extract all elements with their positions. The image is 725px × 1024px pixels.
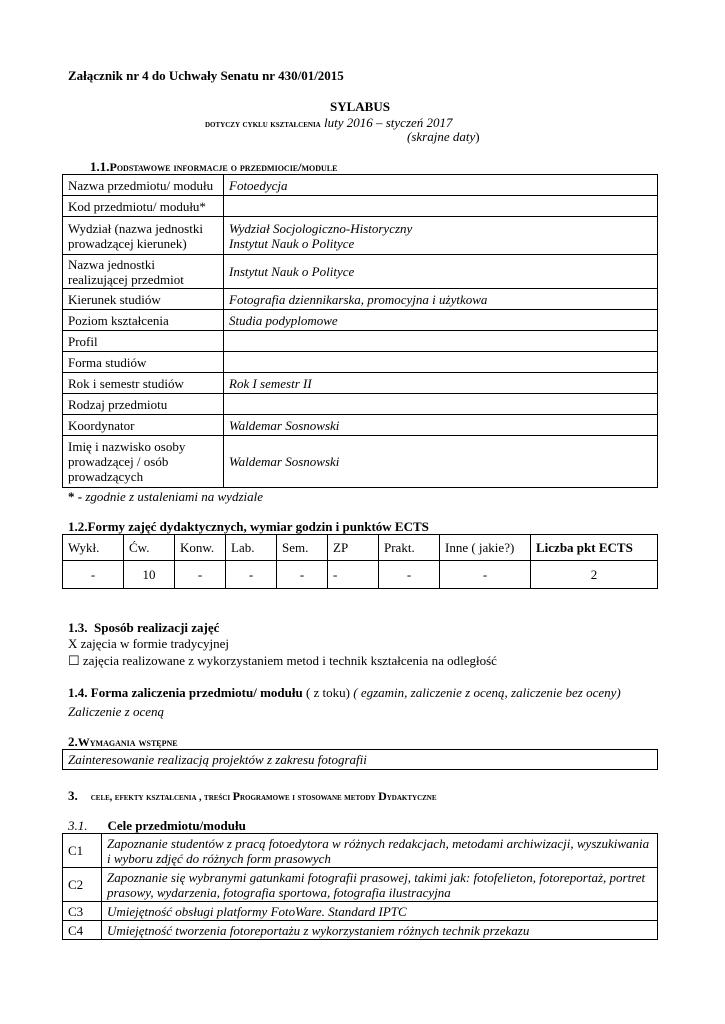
section-3-number: 3.: [68, 788, 78, 803]
table-row: [63, 352, 658, 373]
section-3-title-d: D: [378, 789, 387, 803]
section-3-1-number: 3.1.: [68, 818, 88, 833]
section-3-1-title: Cele przedmiotu/modułu: [107, 818, 246, 833]
goals-table: [62, 833, 658, 940]
row-label: Forma studiów: [63, 352, 224, 373]
row-label: Poziom kształcenia: [63, 310, 224, 331]
section-3-title-b: P: [232, 789, 240, 803]
row-value: [224, 217, 658, 255]
realization-option-traditional: X zajęcia w formie tradycyjnej: [68, 636, 229, 651]
section-2-title: Wymagania wstępne: [77, 735, 178, 749]
section-3-title-a: cele, efekty kształcenia , treści: [90, 792, 233, 803]
section-1-2-heading: 1.2.Formy zajęć dydaktycznych, wymiar godzin i punktów ECTS: [68, 519, 429, 534]
row-label: Kierunek studiów: [63, 289, 224, 310]
header-cell: Inne ( jakie?): [440, 535, 531, 561]
row-label: Nazwa jednostki realizującej przedmiot: [63, 255, 224, 289]
goal-code: C2: [63, 868, 102, 902]
value-cell: -: [63, 561, 124, 589]
table-row: [63, 561, 658, 589]
section-2-number: 2.: [68, 734, 78, 749]
section-1-4-title: 1.4. Forma zaliczenia przedmiotu/ modułu: [68, 685, 303, 700]
ects-table: [62, 534, 658, 589]
table-row: [63, 255, 658, 289]
row-label: Profil: [63, 331, 224, 352]
value-cell: -: [277, 561, 328, 589]
row-label: Koordynator: [63, 415, 224, 436]
section-3-1-heading: [68, 818, 246, 834]
row-value: Waldemar Sosnowski: [224, 436, 658, 488]
section-1-1-number: 1.1.: [90, 159, 110, 174]
row-label: Nazwa przedmiotu/ modułu: [63, 175, 224, 196]
header-cell: Lab.: [226, 535, 277, 561]
goal-text: Umiejętność tworzenia fotoreportażu z wykorzystaniem różnych technik przekazu: [102, 921, 658, 940]
table-row: [63, 310, 658, 331]
cycle-note-close: ): [475, 129, 480, 144]
value-cell: -: [440, 561, 531, 589]
row-label: Rok i semestr studiów: [63, 373, 224, 394]
section-3-title-c: rogramowe i stosowane metody: [239, 792, 379, 803]
realization-option-remote-text: zajęcia realizowane z wykorzystaniem metod i technik kształcenia na odległość: [79, 653, 497, 668]
table-row: [63, 921, 658, 940]
header-cell: Wykł.: [63, 535, 124, 561]
goal-text: Umiejętność obsługi platformy FotoWare. Standard IPTC: [102, 902, 658, 921]
value-cell: -: [379, 561, 440, 589]
header-cell: Prakt.: [379, 535, 440, 561]
header-cell: Ćw.: [124, 535, 175, 561]
value-cell: -: [328, 561, 379, 589]
row-value: [224, 352, 658, 373]
goal-text: Zapoznanie studentów z pracą fotoedytora w różnych redakcjach, metodami archiwizacji, wyszukiwania i wyboru zdjęć do różnych form prasowych: [102, 834, 658, 868]
header-cell: Konw.: [175, 535, 226, 561]
section-1-1-title: Podstawowe informacje o przedmiocie/module: [109, 160, 338, 174]
table-row: [63, 289, 658, 310]
table-row: [63, 436, 658, 488]
row-label: Imię i nazwisko osoby prowadzącej / osób prowadzących: [63, 436, 224, 488]
section-1-4-heading: [68, 685, 621, 701]
row-value: [224, 196, 658, 217]
table-row: [63, 415, 658, 436]
checkbox-icon: ☐: [68, 653, 80, 668]
section-1-4-options: ( egzamin, zaliczenie z oceną, zaliczenie bez oceny): [353, 685, 621, 700]
footnote-star: * -: [68, 489, 83, 504]
table-row: [63, 750, 658, 770]
footnote-text: zgodnie z ustaleniami na wydziale: [85, 489, 264, 504]
row-value: Fotoedycja: [224, 175, 658, 196]
value-cell: -: [226, 561, 277, 589]
row-label: Kod przedmiotu/ modułu*: [63, 196, 224, 217]
header-cell: Sem.: [277, 535, 328, 561]
section-3-title-e: ydaktyczne: [386, 792, 437, 803]
row-label: Wydział (nazwa jednostki prowadzącej kierunek): [63, 217, 224, 255]
section-1-4-value: Zaliczenie z oceną: [68, 704, 165, 719]
value-cell: 2: [531, 561, 658, 589]
row-label: Rodzaj przedmiotu: [63, 394, 224, 415]
cycle-value: luty 2016 – styczeń 2017: [323, 115, 453, 130]
document-title: SYLABUS: [330, 99, 390, 114]
requirements-value: Zainteresowanie realizacją projektów z zakresu fotografii: [63, 750, 658, 770]
row-value: Waldemar Sosnowski: [224, 415, 658, 436]
row-value: Instytut Nauk o Polityce: [224, 255, 658, 289]
table-row: [63, 175, 658, 196]
row-value: Fotografia dziennikarska, promocyjna i użytkowa: [224, 289, 658, 310]
section-3-heading: [68, 788, 437, 804]
table-row: [63, 868, 658, 902]
row-value: [224, 331, 658, 352]
table-row: [63, 394, 658, 415]
table-row: [63, 535, 658, 561]
cycle-label: dotyczy cyklu kształcenia: [205, 119, 321, 130]
row-value: Studia podyplomowe: [224, 310, 658, 331]
goal-code: C1: [63, 834, 102, 868]
value-cell: -: [175, 561, 226, 589]
section-2-heading: [68, 734, 178, 750]
footnote: [68, 489, 263, 505]
attachment-note: Załącznik nr 4 do Uchwały Senatu nr 430/01/2015: [68, 68, 344, 83]
table-row: [63, 373, 658, 394]
table-row: [63, 331, 658, 352]
table-row: [63, 217, 658, 255]
goal-code: C3: [63, 902, 102, 921]
row-value-line1: Wydział Socjologiczno-Historyczny: [229, 220, 413, 236]
header-cell: Liczba pkt ECTS: [531, 535, 658, 561]
row-value: Rok I semestr II: [224, 373, 658, 394]
section-1-1-heading: [90, 159, 337, 175]
section-1-4-paren: ( z toku): [302, 685, 354, 700]
table-row: [63, 902, 658, 921]
goal-text: Zapoznanie się wybranymi gatunkami fotografii prasowej, takimi jak: fotofelieton, fotoreportaż, portret prasowy, wydarzenia, fotografia sportowa, fotografia ilustracyjna: [102, 868, 658, 902]
section-1-3-heading: 1.3. Sposób realizacji zajęć: [68, 620, 220, 635]
cycle-note: [407, 129, 480, 145]
table-row: [63, 196, 658, 217]
goal-code: C4: [63, 921, 102, 940]
cycle-note-text: (skrajne daty: [407, 129, 476, 144]
header-cell: ZP: [328, 535, 379, 561]
realization-option-remote: [68, 653, 497, 669]
row-value: [224, 394, 658, 415]
value-cell: 10: [124, 561, 175, 589]
row-value-line2: Instytut Nauk o Polityce: [229, 235, 355, 251]
basic-info-table: [62, 174, 658, 488]
requirements-table: [62, 749, 658, 770]
table-row: [63, 834, 658, 868]
